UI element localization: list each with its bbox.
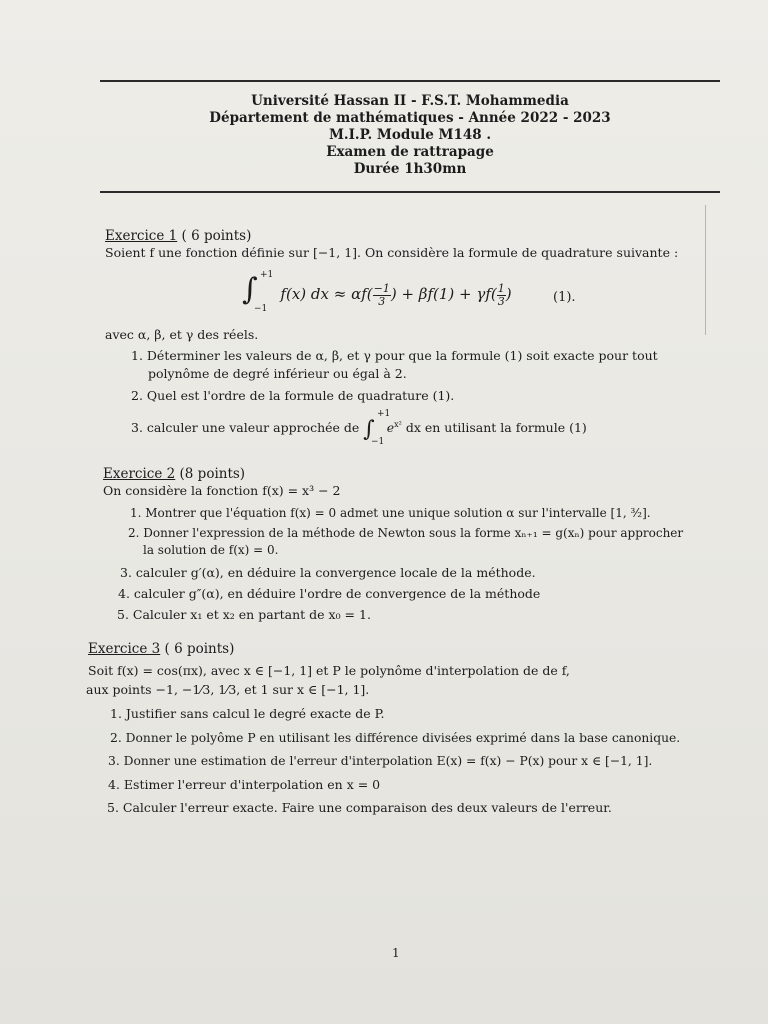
formula-left: f(x) dx ≈ αf( [280, 285, 373, 303]
exercise-2-question-1: 1. Montrer que l'équation f(x) = 0 admet une unique solution α sur l'intervalle [1, ³⁄₂]. [130, 506, 651, 520]
exercise-1-question-1-cont: polynôme de degré inférieur ou égal à 2. [148, 366, 407, 381]
exercise-2-question-5: 5. Calculer x₁ et x₂ en partant de x₀ = 1. [117, 607, 371, 622]
exercise-3-question-1: 1. Justifier sans calcul le degré exacte de P. [110, 706, 385, 721]
exercise-2-points: (8 points) [175, 466, 246, 482]
exercise-2-question-4: 4. calculer g″(α), en déduire l'ordre de convergence de la méthode [118, 586, 541, 601]
exercise-3-question-3: 3. Donner une estimation de l'erreur d'interpolation E(x) = f(x) − P(x) pour x ∈ [−1, 1]. [108, 754, 653, 768]
fraction-minus-one-third: $\frac{-1}{3}$ [373, 281, 390, 308]
exercise-3-question-5: 5. Calculer l'erreur exacte. Faire une comparaison des deux valeurs de l'erreur. [107, 800, 612, 815]
exam-type-line: Examen de rattrapage [326, 144, 494, 160]
exercise-3-question-4: 4. Estimer l'erreur d'interpolation en x = 0 [108, 777, 381, 792]
exercise-1-intro: Soient f une fonction définie sur [−1, 1]. On considère la formule de quadrature suivante : [105, 245, 679, 260]
exercise-3-question-2: 2. Donner le polyôme P en utilisant les différence divisées exprimé dans la base canonique. [110, 731, 681, 745]
q3-lower-limit: −1 [371, 437, 385, 447]
page-number: 1 [392, 946, 400, 960]
module-line: M.I.P. Module M148 . [328, 127, 492, 143]
exercise-3-intro-cont: aux points −1, −1⁄3, 1⁄3, et 1 sur x ∈ [−1, 1]. [86, 682, 370, 697]
exercise-2-question-2: 2. Donner l'expression de la méthode de Newton sous la forme xₙ₊₁ = g(xₙ) pour approcher [128, 526, 684, 540]
small-integral-sign: ∫ [363, 417, 375, 442]
integral-sign: ∫ [242, 272, 258, 307]
formula-end: ) [505, 285, 512, 303]
exercise-3-intro: Soit f(x) = cos(πx), avec x ∈ [−1, 1] et P le polynôme d'interpolation de de f, [88, 663, 570, 678]
exercise-2-label: Exercice 2 [103, 466, 176, 482]
exercise-1-title [105, 228, 251, 244]
duration-line: Durée 1h30mn [353, 161, 467, 177]
integral-upper-limit: +1 [260, 270, 274, 280]
exercise-1-question-1: 1. Déterminer les valeurs de α, β, et γ pour que la formule (1) soit exacte pour tout [131, 348, 658, 363]
exercise-1-points: ( 6 points) [177, 228, 252, 244]
department-line: Département de mathématiques - Année 2022 - 2023 [209, 110, 611, 126]
q3-prefix: 3. calculer une valeur approchée de [131, 420, 360, 435]
exercise-1-coefficients: avec α, β, et γ des réels. [105, 327, 259, 342]
exercise-2-title [103, 466, 245, 482]
q3-integrand: e [386, 420, 395, 435]
q3-exponent: x² [394, 419, 402, 429]
integral-lower-limit: −1 [254, 304, 268, 314]
exercise-2-question-2-cont: la solution de f(x) = 0. [143, 543, 279, 557]
top-rule [100, 80, 720, 82]
quadrature-formula [242, 270, 512, 314]
q3-upper-limit: +1 [377, 409, 391, 419]
exercise-3-points: ( 6 points) [160, 641, 235, 657]
exercise-2-question-3: 3. calculer g′(α), en déduire la convergence locale de la méthode. [120, 565, 536, 580]
header-bottom-rule [100, 191, 720, 193]
equation-number: (1). [553, 290, 576, 305]
exercise-1-question-3 [131, 409, 587, 447]
q3-suffix: dx en utilisant la formule (1) [401, 420, 587, 435]
exercise-2-intro: On considère la fonction f(x) = x³ − 2 [103, 483, 341, 498]
fraction-one-third: $\frac{1}{3}$ [497, 281, 505, 308]
exercise-1-question-2: 2. Quel est l'ordre de la formule de quadrature (1). [131, 388, 455, 403]
exercise-3-title [88, 641, 234, 657]
exercise-3-label: Exercice 3 [88, 641, 161, 657]
exercise-1-label: Exercice 1 [105, 228, 178, 244]
university-line: Université Hassan II - F.S.T. Mohammedia [251, 93, 569, 109]
formula-middle: ) + βf(1) + γf( [390, 285, 497, 303]
margin-mark [705, 205, 706, 335]
exam-header [100, 93, 720, 178]
